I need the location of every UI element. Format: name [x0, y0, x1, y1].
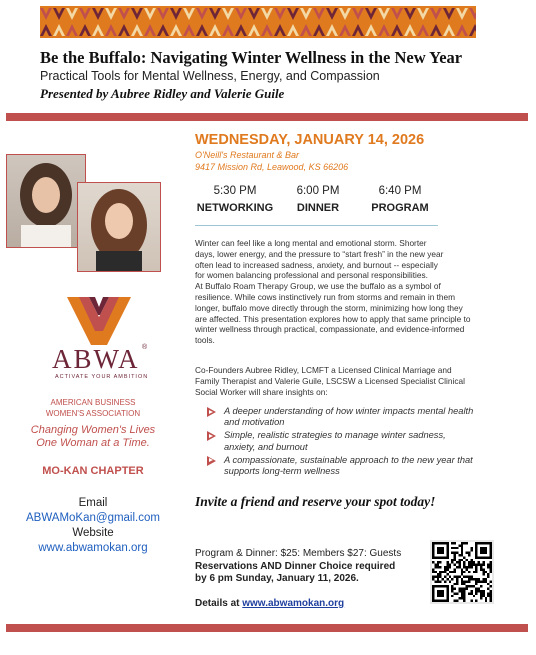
arrow-bullet-icon — [207, 407, 216, 417]
website-label: Website — [72, 527, 114, 539]
schedule-dinner — [287, 185, 349, 214]
email-link[interactable]: ABWAMoKan@gmail.com — [26, 512, 160, 524]
pricing-block — [195, 548, 401, 586]
presenter-photo-aubree — [6, 154, 86, 248]
organization-slogan — [20, 424, 166, 450]
qr-code-icon[interactable] — [430, 540, 494, 604]
list-item — [207, 406, 497, 428]
schedule-time: 6:40 PM — [378, 185, 422, 197]
org-name-line: AMERICAN BUSINESS — [50, 398, 136, 407]
slogan-line: Changing Women's Lives — [30, 424, 156, 436]
schedule-time: 5:30 PM — [213, 185, 257, 197]
paragraph-line: tools. — [195, 335, 215, 346]
venue-address: 9417 Mission Rd, Leawood, KS 66206 — [195, 162, 349, 172]
bottom-divider — [6, 624, 528, 632]
paragraph-line: Co-Founders Aubree Ridley, LCMFT a Licensed Clinical Marriage and — [195, 365, 452, 375]
schedule-label: DINNER — [296, 202, 340, 214]
schedule-program — [362, 185, 438, 214]
paragraph-line: longer, buffalo move directly through the storm, minimizing how long they — [195, 302, 463, 313]
chapter-name: MO-KAN CHAPTER — [42, 465, 144, 477]
paragraph-line: At Buffalo Roam Therapy Group, we use the buffalo as a symbol of — [195, 281, 441, 292]
paragraph-line: often lead to increased sadness, anxiety, and burnout -- especially — [195, 259, 438, 270]
event-title: Be the Buffalo: Navigating Winter Wellness in the New Year — [40, 48, 463, 67]
presenters-line: Presented by Aubree Ridley and Valerie Guile — [40, 86, 285, 101]
venue-block — [195, 149, 348, 173]
organization-name — [20, 397, 166, 419]
description-paragraph — [195, 238, 500, 346]
event-date: WEDNESDAY, JANUARY 14, 2026 — [195, 132, 425, 148]
schedule-label: PROGRAM — [371, 202, 429, 214]
bullet-line: Simple, realistic strategies to manage winter sadness, — [224, 430, 446, 441]
details-label: Details at — [195, 598, 240, 609]
arrow-bullet-icon — [207, 456, 216, 466]
event-subtitle: Practical Tools for Mental Wellness, Energy, and Compassion — [40, 69, 380, 83]
bullet-line: anxiety, and burnout — [224, 441, 308, 452]
abwa-logo-tagline: ACTIVATE YOUR AMBITION — [55, 374, 149, 380]
paragraph-line: Social Worker will share insights on: — [195, 386, 328, 397]
paragraph-line: for women balancing professional and personal responsibilities. — [195, 270, 428, 281]
presenters-paragraph — [195, 365, 500, 397]
paragraph-line: Winter can feel like a long mental and emotional storm. Shorter — [195, 238, 427, 248]
reservation-line: Reservations AND Dinner Choice required — [195, 560, 396, 572]
org-name-line: WOMEN'S ASSOCIATION — [45, 409, 141, 418]
section-divider — [195, 225, 438, 226]
top-divider — [6, 113, 528, 121]
email-label: Email — [78, 497, 108, 509]
arrow-bullet-icon — [207, 431, 216, 441]
list-item — [207, 430, 497, 452]
paragraph-line: resilience. While cows instinctively run from storms and remain in them — [195, 291, 456, 302]
presenter-photo-valerie — [77, 182, 161, 272]
bullet-line: A compassionate, sustainable approach to the new year that — [224, 454, 473, 465]
reservation-line: by 6 pm Sunday, January 11, 2026. — [195, 573, 359, 584]
bullet-line: A deeper understanding of how winter impacts mental health — [224, 406, 474, 416]
insights-list — [207, 406, 497, 479]
decorative-pattern-band — [40, 6, 476, 38]
abwa-logo-icon — [67, 297, 131, 345]
paragraph-line: winter wellness through practical, compassionate, and evidence-informed — [195, 324, 465, 335]
venue-name: O'Neill's Restaurant & Bar — [195, 150, 299, 160]
website-link[interactable]: www.abwamokan.org — [38, 542, 148, 554]
bullet-line: and motivation — [224, 417, 285, 428]
details-line — [195, 598, 344, 609]
details-link[interactable]: www.abwamokan.org — [242, 598, 345, 609]
schedule-label: NETWORKING — [196, 202, 274, 214]
slogan-line: One Woman at a Time. — [36, 437, 150, 449]
bullet-line: supports long-term wellness — [224, 466, 340, 477]
paragraph-line: Family Therapist and Valerie Guile, LSCSW a Licensed Specialist Clinical — [195, 375, 465, 386]
registered-mark: ® — [142, 344, 148, 351]
call-to-action: Invite a friend and reserve your spot today! — [195, 494, 436, 509]
abwa-logo-wordmark: ABWA — [52, 344, 140, 374]
schedule-time: 6:00 PM — [296, 185, 340, 197]
schedule-networking — [195, 185, 275, 214]
price-line: Program & Dinner: $25: Members $27: Guests — [195, 548, 402, 559]
paragraph-line: are affected. This presentation explores how to apply that same principle to — [195, 313, 471, 324]
paragraph-line: days, lower energy, and the pressure to “start fresh” in the new year — [195, 248, 444, 259]
list-item — [207, 455, 497, 477]
contact-block — [20, 496, 166, 556]
